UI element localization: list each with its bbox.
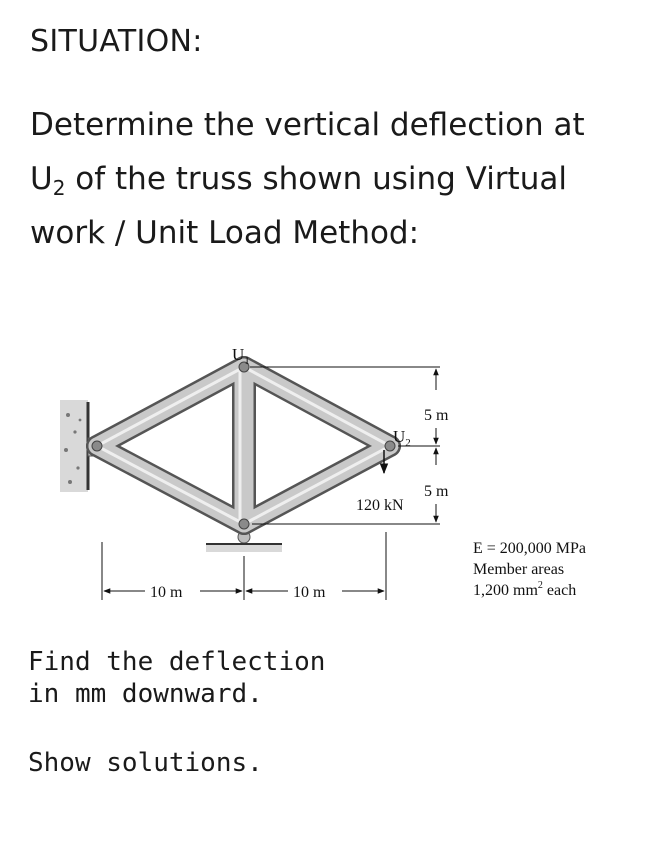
show-solutions-text: Show solutions. xyxy=(28,748,263,778)
truss-members xyxy=(92,362,395,529)
dim-upper-label: 5 m xyxy=(424,407,449,424)
areas-value-text: 1,200 $mm^2$ each xyxy=(473,580,577,599)
problem-line-2-text: of the truss shown using Virtual xyxy=(65,161,567,197)
joint-subscript: 2 xyxy=(52,176,66,200)
problem-line-1: Determine the vertical deflection at xyxy=(30,107,585,143)
find-line-1: Find the deflection xyxy=(28,647,326,677)
load-label: 120 kN xyxy=(356,497,404,514)
truss-figure xyxy=(0,280,648,620)
joint-symbol: U xyxy=(30,161,53,197)
problem-line-3: work / Unit Load Method: xyxy=(30,215,420,251)
find-instruction xyxy=(28,646,325,710)
areas-label-text: Member areas xyxy=(473,561,565,578)
joint-label-u1: $U_1$ xyxy=(232,345,250,367)
problem-line-2 xyxy=(30,152,630,206)
modulus-text: E = 200,000 MPa xyxy=(473,540,587,557)
truss-diagram xyxy=(0,280,648,620)
problem-statement xyxy=(30,98,630,260)
dim-lower-label: 5 m xyxy=(424,483,449,500)
span-right-label: 10 m xyxy=(293,584,326,601)
find-line-2: in mm downward. xyxy=(28,679,263,709)
span-left-label: 10 m xyxy=(150,584,183,601)
situation-heading: SITUATION: xyxy=(30,24,203,59)
joint-label-u2: $U_2$ xyxy=(393,427,411,449)
